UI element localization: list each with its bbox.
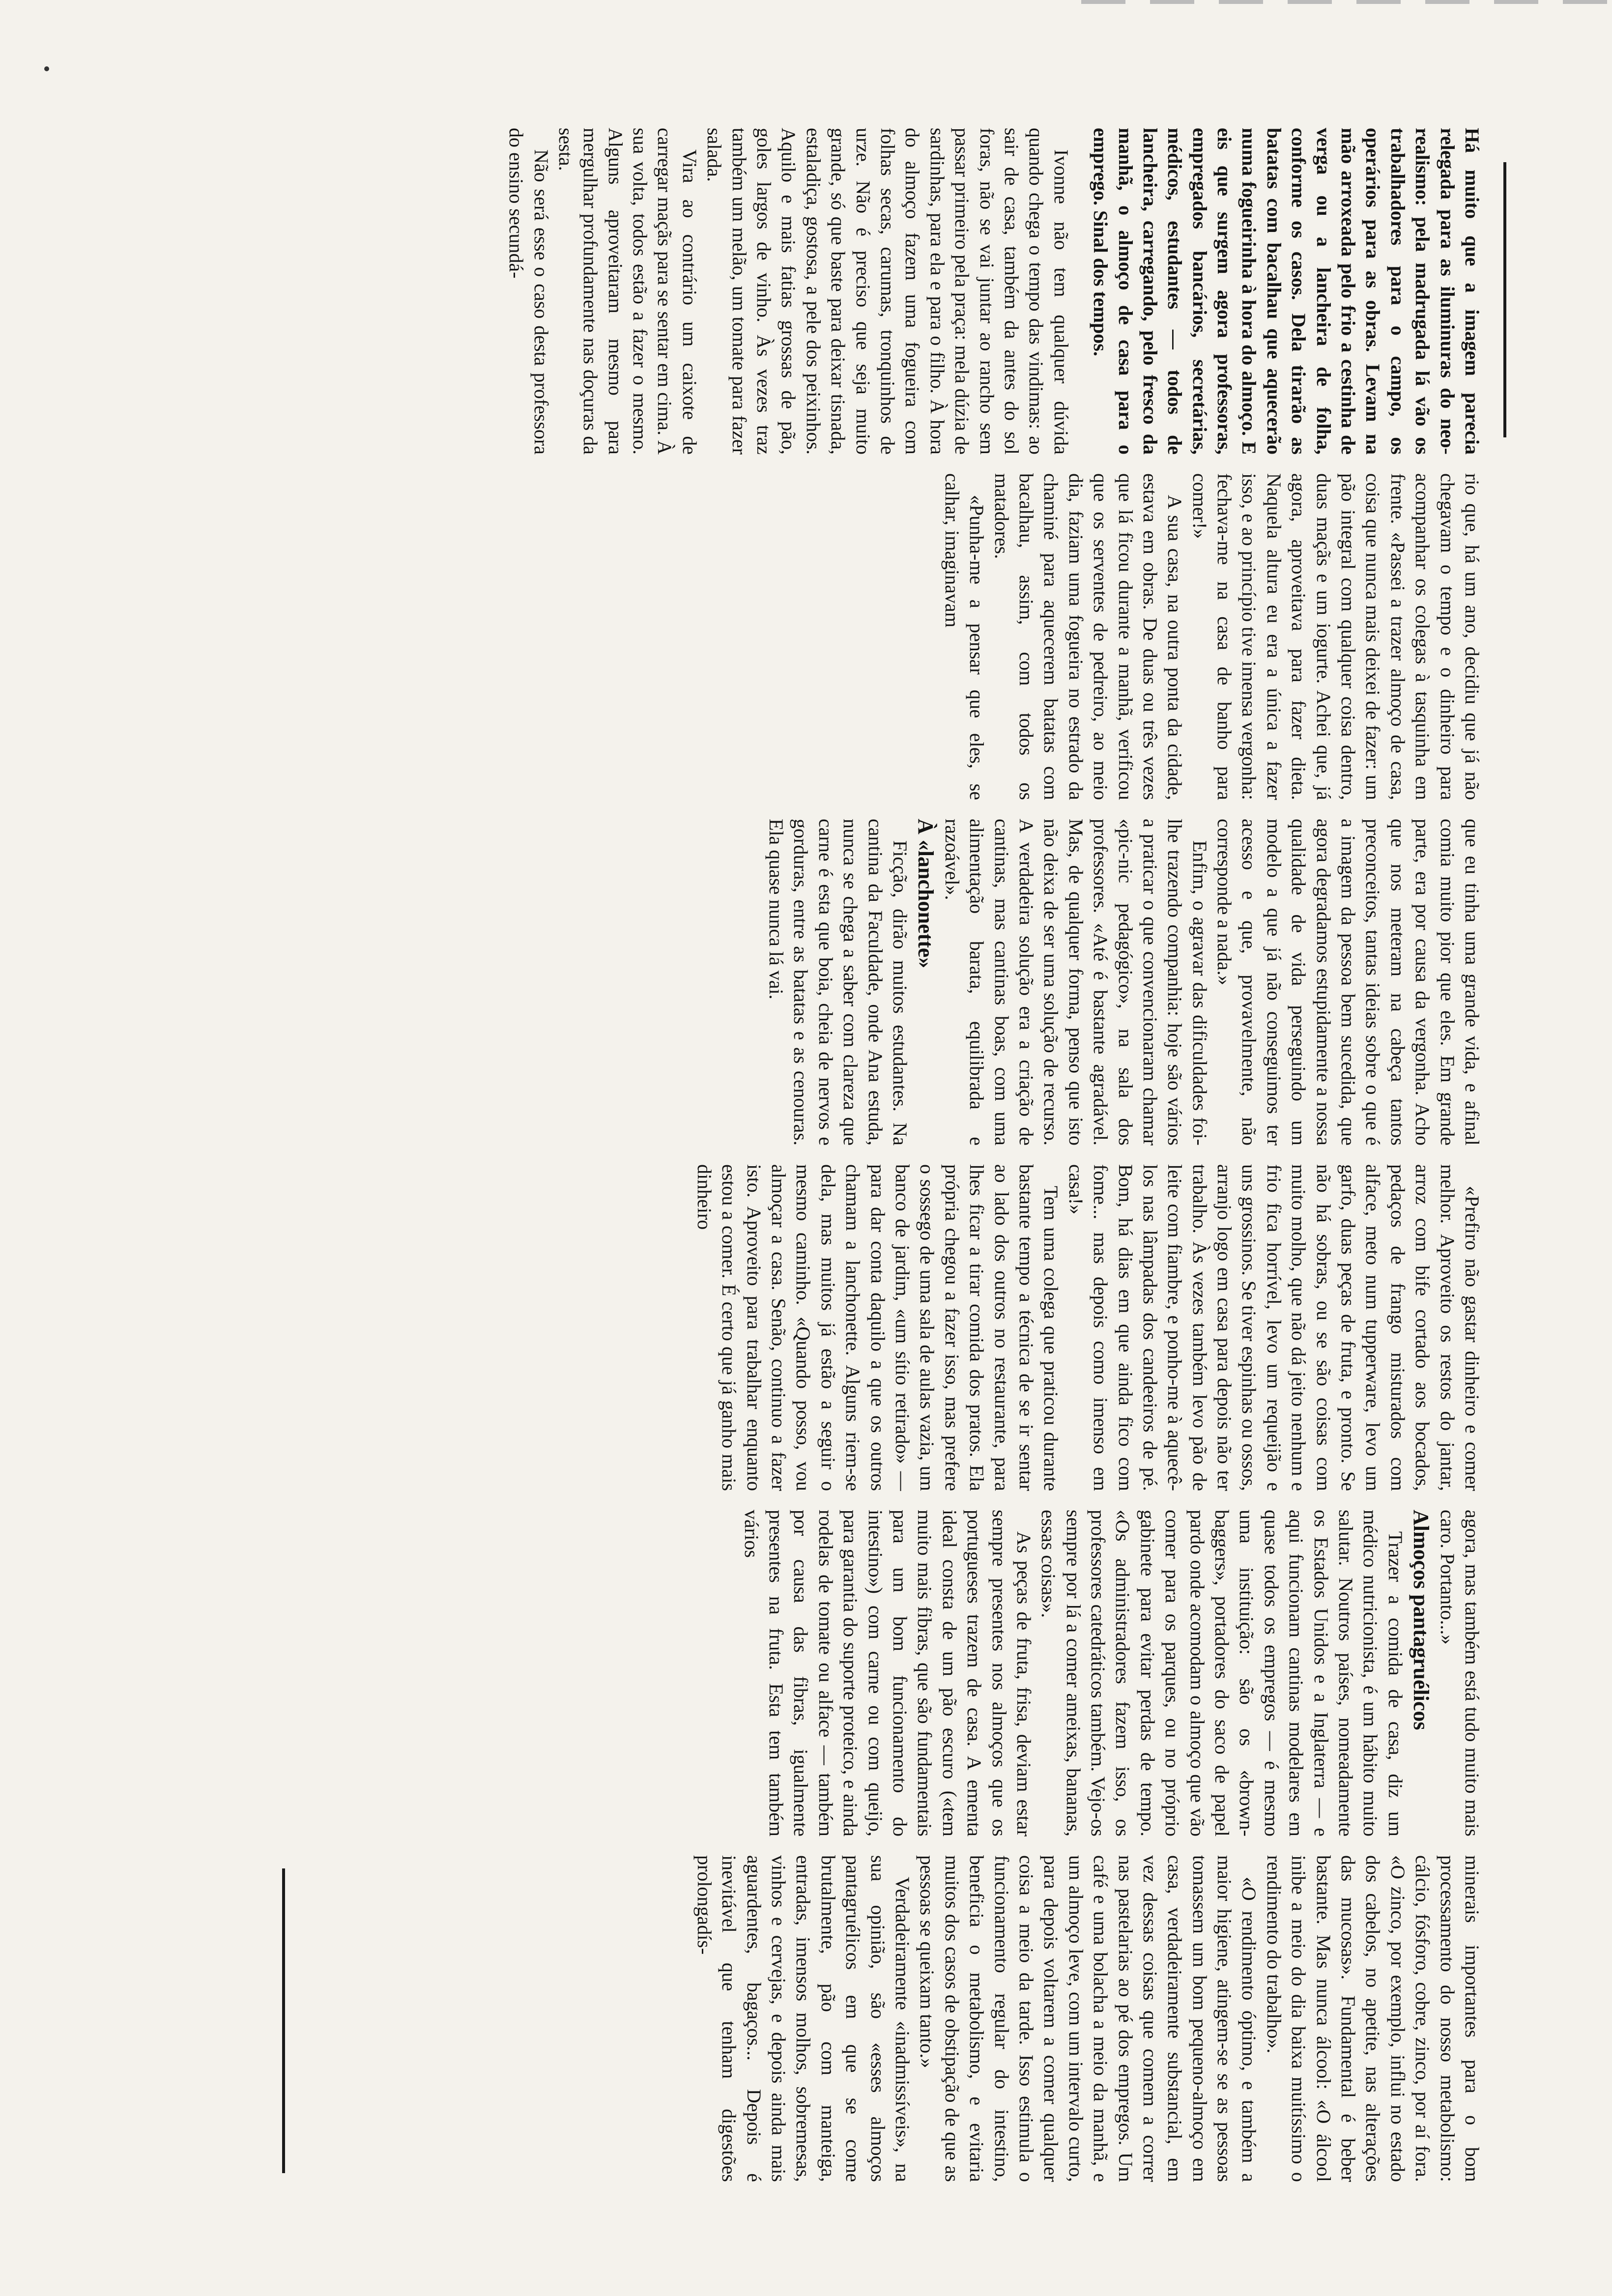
column-5: [295, 1510, 1484, 1837]
lead-paragraph: Há muito que a imagem parecia relegada para as iluminuras do neo-realismo: pela madrugada lá vão os trabalhadores para o campo, os operários para as obras. Levam na mão arroxeada pelo frio a cestinha de verga ou a lancheira de folha, conforme os casos. Dela tirarão as batatas com bacalhau que aquecerão numa fogueirinha à hora do almoço. E eis que surgem agora professoras, empregados bancários, secretárias, médicos, estudantes — todos de lancheira, carregando, pelo fresco da manhã, o almoço de casa para o emprego. Sinal dos tempos.: [1090, 128, 1483, 455]
paragraph: As peças de fruta, frisa, deviam estar sempre presentes nos almoços que os portugueses trazem de casa. A ementa ideal consta de um pão escuro («tem muito mais fibras, que são fundamentais para um bom funcionamento do intestino») com carne ou com queijo, para garantia do suporte proteico, e ainda rodelas de tomate ou alface — também por causa das fibras, igualmente presentes na fruta. Esta tem também vários: [740, 1510, 1035, 1837]
column-6: [295, 1855, 1484, 2182]
subhead-almocos-pantagruelicos: Almoços pantagruélicos: [1409, 1510, 1434, 1730]
column-3: [295, 819, 1484, 1146]
paragraph: Não será esse o caso desta professora do ensino secundá-: [505, 128, 552, 455]
paragraph: Ivonne não tem qualquer dúvida quando chega o tempo das vindimas: ao sair de casa, também da antes do sol foras, não se vai juntar ao rancho sem passar primeiro pela praça: mela dúzia de sardinhas, para ela e para o filho. À hora do almoço fazem uma fogueira com folhas secas, carumas, tronquinhos de urze. Não é preciso que seja muito grande, só que baste para deixar tisnada, estaladiça, gostosa, a pele dos peixinhos. Aquilo e mais fatias grossas de pão, goles largos de vinho. Às vezes traz também um melão, um tomate para fazer salada.: [703, 128, 1072, 455]
paragraph: «O rendimento óptimo, e também a maior higiene, atingem-se se as pessoas tomassem um bom pequeno-almoço em casa, verdadeiramente substancial, em vez dessas coisas que comem a correr nas pastelarias ao pé dos empregos. Um café e uma bolacha a meio da manhã, e um almoço leve, com um intervalo curto, para depois voltarem a comer qualquer coisa a meio da tarde. Isso estimula o funcionamento regular do intestino, beneficia o metabolismo, e evitaria muitos dos casos de obstipação de que as pessoas se queixam tanto.»: [916, 1855, 1261, 2182]
paragraph: Ficção, dirão muitos estudantes. Na cantina da Faculdade, onde Ana estuda, nunca se chega a saber com clareza que carne é esta que boia, cheia de nervos e gorduras, entre as batatas e as cenouras. Ela quase nunca lá vai.: [765, 819, 911, 1146]
paragraph: Enfim, o agravar das dificuldades foi-lhe trazendo companhia: hoje são vários a praticar o que convencionaram chamar «pic-nic pedagógico», na sala dos professores. «Até é bastante agradável. Mas, de qualquer forma, penso que isto não deixa de ser uma solução de recurso. A verdadeira solução era a criação de cantinas, mas cantinas boas, com uma alimentação barata, equilibrada e razoável».: [941, 819, 1211, 1146]
paragraph: rio que, há um ano, decidiu que já não chegavam o tempo e o dinheiro para acompanhar os colegas à tasquinha em frente. «Passei a trazer almoço de casa, coisa que nunca mais deixei de fazer: um pão integral com qualquer coisa dentro, duas maçãs e um iogurte. Achei que, já agora, aproveitava para fazer dieta. Naquela altura eu era a única a fazer isso, e ao princípio tive imensa vergonha: fechava-me na casa de banho para comer!»: [1188, 473, 1483, 800]
lead-rule: [1503, 162, 1506, 437]
column-1: [295, 128, 1484, 455]
paragraph: A sua casa, na outra ponta da cidade, estava em obras. De duas ou três vezes que lá ficou durante a manhã, verificou que os serventes de pedreiro, ao meio dia, faziam uma fogueira no estrado da chaminé para aquecerem batatas com bacalhau, assim, com todos os matadores.: [990, 473, 1186, 800]
paragraph: agora, mas também está tudo muito mais caro. Portanto...»: [1436, 1510, 1483, 1837]
paragraph: minerais importantes para o bom processamento do nosso metabolismo: cálcio, fósforo, cobre, zinco, por aí fora. «O zinco, por exemplo, influi no estado dos cabelos, no apetite, nas alterações das mucosas». Fundamental é beber bastante. Mas nunca álcool: «O álcool inibe a meio do dia baixa muitíssimo o rendimento do trabalho».: [1263, 1855, 1483, 2182]
column-2: [295, 473, 1484, 800]
paragraph: Vira ao contrário um caixote de carregar maçãs para se sentar em cima. À sua volta, todos estão a fazer o mesmo. Alguns aproveitaram mesmo para mergulhar profundamente nas doçuras da sesta.: [554, 128, 701, 455]
paragraph: que eu tinha uma grande vida, e afinal comia muito pior que eles. Em grande parte, era por causa da vergonha. Acho que nos meteram na cabeça tantos preconceitos, tantas ideias sobre o que é a imagem da pessoa bem sucedida, que agora degradamos estupidamente a nossa qualidade de vida perseguindo um modelo a que já não conseguimos ter acesso e que, provavelmente, não corresponde a nada.»: [1213, 819, 1483, 1146]
column-end-rule: [282, 1868, 285, 2173]
column-4: [295, 1164, 1484, 1491]
article-body: [295, 128, 1484, 2182]
paragraph: «Prefiro não gastar dinheiro e comer melhor. Aproveito os restos do jantar, arroz com bife cortado aos bocados, pedaços de frango misturados com alface, meto num tupperware, levo um garfo, duas peças de fruta, e pronto. Se não há sobras, ou se são coisas com muito molho, que não dá jeito nenhum e frio fica horrível, levo um requeijão e uns grossinos. Se tiver espinhas ou ossos, arranjo logo em casa para depois não ter trabalho. Às vezes também levo pão de leite com fiambre, e ponho-me à aquecê-los nas lâmpadas dos candeeiros de pé. Bom, há dias em que ainda fico com fome... mas depois como imenso em casa!»: [1065, 1164, 1483, 1491]
subhead-lanchonette: À «lanchonette»: [914, 819, 938, 969]
paragraph: Tem uma colega que praticou durante bastante tempo a técnica de se ir sentar ao lado dos outros no restaurante, para lhes ficar a tirar comida dos pratos. Ela própria chegou a fazer isso, mas prefere o sossego de uma sala de aulas vazia, um banco de jardim, «um sítio retirado» — para dar conta daquilo a que os outros chamam a lanchonette. Alguns riem-se dela, mas muitos já estão a seguir o mesmo caminho. «Quando posso, vou almoçar a casa. Senão, continuo a fazer isto. Aproveito para trabalhar enquanto estou a comer. É certo que já ganho mais dinheiro: [693, 1164, 1063, 1491]
paragraph: Verdadeiramente «inadmissíveis», na sua opinião, são «esses almoços pantagruélicos em que se come brutalmente, pão com manteiga, entradas, imensos molhos, sobremesas, vinhos e cervejas, e depois ainda mais aguardentes, bagaços... Depois é inevitável que tenham digestões prolongadís-: [693, 1855, 914, 2182]
paragraph: «Punha-me a pensar que eles, se calhar, imaginavam: [941, 473, 988, 800]
paragraph: Trazer a comida de casa, diz um médico nutricionista, é um hábito muito salutar. Noutros países, nomeadamente os Estados Unidos e a Inglaterra — e aqui funcionam cantinas modelares em quase todos os empregos — é mesmo uma instituição: são os «brown-baggers», portadores do saco de papel pardo onde acomodam o almoço que vão comer para os parques, ou no próprio gabinete para evitar perdas de tempo. «Os administradores fazem isso, os professores catedráticos também. Vejo-os sempre por lá a comer ameixas, bananas, essas coisas».: [1037, 1510, 1407, 1837]
